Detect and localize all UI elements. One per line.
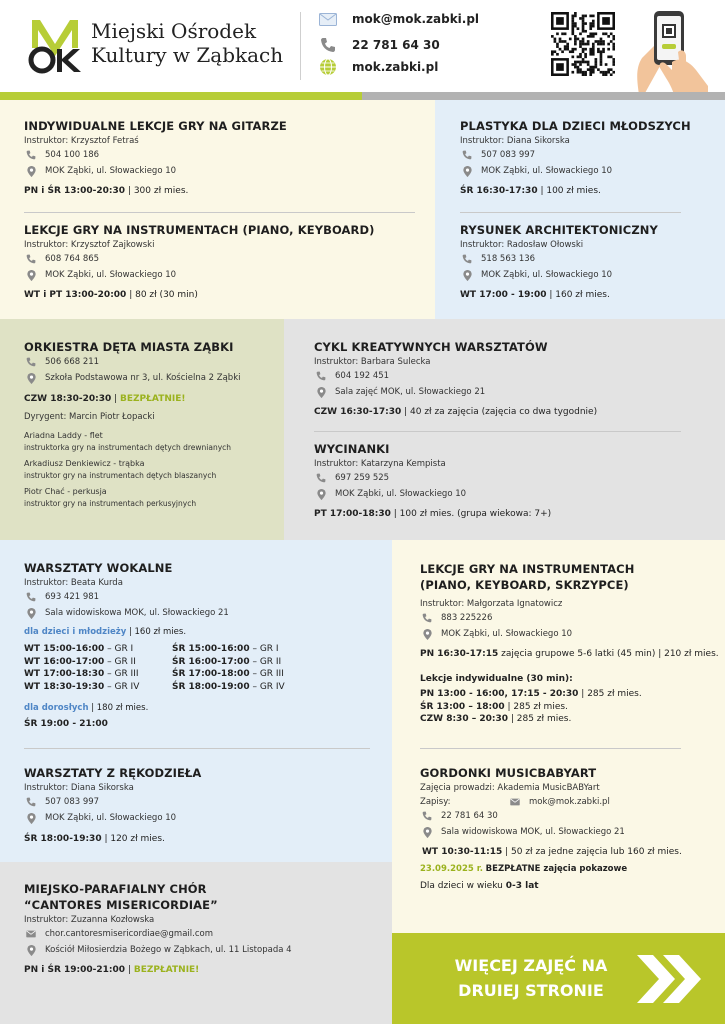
location-icon (26, 166, 36, 176)
instrumenty2-indiv-label (420, 674, 573, 684)
header-email-row[interactable] (318, 11, 479, 27)
plastyka-phone[interactable]: 507 083 997 (481, 150, 536, 160)
wokalne-slot: WT 17:00-18:30 – GR III (24, 669, 139, 679)
rysunek-place-row (462, 270, 612, 280)
cykl-days: CZW 16:30-17:30 (314, 407, 402, 417)
cykl-place-row (316, 387, 485, 397)
gordonki-age-value: 0-3 lat (505, 881, 539, 891)
wokalne-wt-list (24, 643, 139, 693)
phone-icon (462, 150, 472, 160)
gordonki-email-row[interactable] (510, 797, 610, 807)
wokalne-slot: WT 15:00-16:00 – GR I (24, 644, 134, 654)
instrumenty2-title-line1: LEKCJE GRY NA INSTRUMENTACH (420, 562, 635, 576)
rekodziela-phone[interactable]: 507 083 997 (45, 797, 100, 807)
orkiestra-member2-role: instruktor gry na instrumentach dętych blaszanych (24, 471, 217, 480)
gitara-place-row (26, 166, 176, 176)
location-icon (26, 813, 36, 823)
wycinanki-instructor: Instruktor: Katarzyna Kempista (314, 459, 446, 469)
phone-icon (422, 613, 432, 623)
instrumenty2-title (420, 561, 634, 593)
wycinanki-place: MOK Ząbki, ul. Słowackiego 10 (335, 489, 467, 499)
accent-stripe-green (0, 92, 362, 100)
location-icon (422, 827, 432, 837)
logo-text-line2: Kultury w Ząbkach (91, 43, 284, 67)
gordonki-phone[interactable]: 22 781 64 30 (441, 811, 498, 821)
orkiestra-conductor: Dyrygent: Marcin Piotr Łopacki (24, 412, 155, 422)
gordonki-place: Sala widowiskowa MOK, ul. Słowackiego 21 (441, 827, 625, 837)
chor-title-line1: MIEJSKO-PARAFIALNY CHÓR (24, 882, 207, 896)
gitara-price: | 300 zł mies. (127, 186, 189, 196)
plastyka-place: MOK Ząbki, ul. Słowackiego 10 (481, 166, 613, 176)
wokalne-title: WARSZTATY WOKALNE (24, 561, 173, 575)
piano-title: LEKCJE GRY NA INSTRUMENTACH (PIANO, KEYBOARD) (24, 223, 375, 237)
gitara-schedule (24, 186, 188, 196)
gitara-days: PN i ŚR 13:00-20:30 (24, 186, 126, 196)
location-icon (316, 489, 326, 499)
piano-phone-row[interactable] (26, 254, 99, 264)
instrumenty2-indiv-row: CZW 8:30 – 20:30 | 285 zł mies. (420, 714, 572, 724)
wycinanki-schedule (314, 509, 551, 519)
header-phone-row[interactable] (318, 37, 440, 53)
next-page-banner[interactable] (392, 933, 725, 1024)
header-divider (300, 12, 301, 80)
gitara-title: INDYWIDUALNE LEKCJE GRY NA GITARZE (24, 119, 287, 133)
orkiestra-member3-role: instruktor gry na instrumentach perkusyjnych (24, 499, 197, 508)
wycinanki-title: WYCINANKI (314, 442, 390, 456)
gordonki-price: | 50 zł za jedne zajęcia lub 160 zł mies. (505, 847, 682, 857)
orkiestra-member1-name: Ariadna Laddy - flet (24, 431, 103, 440)
wokalne-kids-price: | 160 zł mies. (128, 627, 187, 637)
phone-icon (316, 473, 326, 483)
gitara-place: MOK Ząbki, ul. Słowackiego 10 (45, 166, 177, 176)
location-icon (26, 373, 36, 383)
wokalne-slot: WT 16:00-17:00 – GR II (24, 656, 136, 667)
gordonki-demo-text: BEZPŁATNE zajęcia pokazowe (485, 864, 628, 874)
instrumenty2-group-schedule (420, 649, 719, 659)
gitara-phone[interactable]: 504 100 186 (45, 150, 100, 160)
divider (24, 212, 415, 213)
wycinanki-days: PT 17:00-18:30 (314, 509, 391, 519)
divider (24, 748, 370, 749)
chor-email-row[interactable] (26, 929, 213, 939)
plastyka-schedule (460, 186, 601, 196)
mail-icon (318, 11, 338, 27)
rysunek-schedule (460, 290, 610, 300)
wokalne-place: Sala widowiskowa MOK, ul. Słowackiego 21 (45, 608, 229, 618)
divider (420, 748, 681, 749)
location-icon (26, 608, 36, 618)
piano-place-row (26, 270, 176, 280)
location-icon (316, 387, 326, 397)
wokalne-sr-list (172, 643, 285, 693)
instrumenty2-phone-row[interactable] (422, 613, 492, 623)
rysunek-days: WT 17:00 - 19:00 (460, 290, 547, 300)
piano-place: MOK Ząbki, ul. Słowackiego 10 (45, 270, 177, 280)
hand-phone-illustration (620, 6, 710, 102)
rysunek-phone-row[interactable] (462, 254, 535, 264)
rekodziela-title: WARSZTATY Z RĘKODZIEŁA (24, 766, 202, 780)
wokalne-adult-label: dla dorosłych (24, 703, 89, 713)
plastyka-place-row (462, 166, 612, 176)
wokalne-slot: ŚR 17:00-18:00 – GR III (172, 669, 284, 679)
orkiestra-days: CZW 18:30-20:30 (24, 394, 112, 404)
cykl-schedule (314, 407, 597, 417)
chor-schedule: PN i ŚR 19:00-21:00 | BEZPŁATNIE! (24, 965, 200, 975)
orkiestra-title: ORKIESTRA DĘTA MIASTA ZĄBKI (24, 340, 234, 354)
cykl-place: Sala zajęć MOK, ul. Słowackiego 21 (335, 387, 486, 397)
rekodziela-price: | 120 zł mies. (104, 834, 165, 844)
orkiestra-place: Szkoła Podstawowa nr 3, ul. Kościelna 2 Ząbki (45, 373, 241, 383)
location-icon (462, 166, 472, 176)
wokalne-adult-schedule (24, 719, 108, 729)
piano-schedule (24, 290, 198, 300)
header (0, 0, 725, 92)
location-icon (26, 945, 36, 955)
instrumenty2-indiv-row: PN 13:00 - 16:00, 17:15 - 20:30 | 285 zł mies. (420, 689, 642, 699)
chor-place: Kościół Miłosierdzia Bożego w Ząbkach, ul. 11 Listopada 4 (45, 945, 292, 955)
cykl-price: | 40 zł za zajęcia (zajęcia co dwa tygodnie) (404, 407, 598, 417)
wokalne-slot: WT 18:30-19:30 – GR IV (24, 681, 140, 692)
plastyka-days: ŚR 16:30-17:30 (460, 186, 538, 196)
divider (314, 431, 681, 432)
orkiestra-schedule: CZW 18:30-20:30 | BEZPŁATNIE! (24, 394, 186, 404)
rekodziela-schedule (24, 834, 165, 844)
plastyka-price: | 100 zł mies. (540, 186, 601, 196)
next-page-line1: WIĘCEJ ZAJĘĆ NA (454, 956, 608, 975)
plastyka-phone-row[interactable] (462, 150, 535, 160)
rysunek-price: | 160 zł mies. (549, 290, 610, 300)
qr-code[interactable] (551, 12, 615, 76)
piano-phone[interactable]: 608 764 865 (45, 254, 100, 264)
logo-text (91, 19, 283, 67)
orkiestra-free-badge: BEZPŁATNIE! (120, 394, 186, 404)
next-page-line2: DRUIEJ STRONIE (458, 981, 604, 1000)
location-icon (26, 270, 36, 280)
phone-icon (26, 254, 36, 264)
plastyka-instructor: Instruktor: Diana Sikorska (460, 136, 570, 146)
gordonki-age (420, 881, 539, 891)
logo-text-line1: Miejski Ośrodek (91, 19, 257, 43)
wycinanki-phone[interactable]: 697 259 525 (335, 473, 390, 483)
chor-days: PN i ŚR 19:00-21:00 (24, 965, 126, 975)
phone-icon (26, 592, 36, 602)
gordonki-demo-date: 23.09.2025 r. (420, 864, 483, 874)
piano-price: | 80 zł (30 min) (129, 290, 198, 300)
gordonki-age-prefix: Dla dzieci w wieku (420, 881, 503, 891)
wokalne-slot: ŚR 15:00-16:00 – GR I (172, 644, 279, 654)
orkiestra-member1-role: instruktorka gry na instrumentach dętych drewnianych (24, 443, 232, 452)
wokalne-phone[interactable]: 693 421 981 (45, 592, 100, 602)
orkiestra-place-row (26, 373, 240, 383)
phone-icon (26, 357, 36, 367)
gordonki-demo (420, 864, 627, 874)
gordonki-signup: Zapisy: (420, 797, 451, 807)
rysunek-phone[interactable]: 518 563 136 (481, 254, 536, 264)
header-website[interactable]: mok.zabki.pl (352, 60, 439, 74)
instrumenty2-indiv-row: ŚR 13:00 – 18:00 | 285 zł mies. (420, 701, 568, 712)
wokalne-place-row (26, 608, 229, 618)
wokalne-slot: ŚR 16:00-17:00 – GR II (172, 656, 282, 667)
chor-instructor: Instruktor: Zuzanna Kozłowska (24, 915, 155, 925)
rekodziela-place: MOK Ząbki, ul. Słowackiego 10 (45, 813, 177, 823)
mail-icon (26, 929, 36, 939)
wokalne-kids-header (24, 627, 186, 637)
phone-icon (422, 811, 432, 821)
rekodziela-place-row (26, 813, 176, 823)
cykl-title: CYKL KREATYWNYCH WARSZTATÓW (314, 340, 548, 354)
wokalne-instructor: Instruktor: Beata Kurda (24, 578, 123, 588)
double-chevron-icon (635, 953, 705, 1005)
orkiestra-member2-name: Arkadiusz Denkiewicz - trąbka (24, 459, 145, 468)
rysunek-title: RYSUNEK ARCHITEKTONICZNY (460, 223, 658, 237)
wycinanki-place-row (316, 489, 466, 499)
gordonki-place-row (422, 827, 625, 837)
rekodziela-days: ŚR 18:00-19:30 (24, 834, 102, 844)
wokalne-phone-row[interactable] (26, 592, 99, 602)
wycinanki-phone-row[interactable] (316, 473, 389, 483)
wokalne-adult-header (24, 703, 148, 713)
cykl-instructor: Instruktor: Barbara Sulecka (314, 357, 431, 367)
chor-title-line2: “CANTORES MISERICORDIAE” (24, 898, 218, 912)
instrumenty2-group-desc: zajęcia grupowe 5-6 latki (45 min) | 210 zł mies. (501, 649, 719, 659)
instrumenty2-place-row (422, 629, 572, 639)
orkiestra-member3-name: Piotr Chać - perkusja (24, 487, 107, 496)
wokalne-slot: ŚR 18:00-19:00 – GR IV (172, 681, 285, 692)
header-phone[interactable]: 22 781 64 30 (352, 38, 440, 52)
plastyka-title: PLASTYKA DLA DZIECI MŁODSZYCH (460, 119, 691, 133)
chor-free-badge: BEZPŁATNIE! (133, 965, 200, 975)
instrumenty2-group-time: PN 16:30-17:15 (420, 649, 499, 659)
phone-icon (462, 254, 472, 264)
phone-icon (26, 150, 36, 160)
chor-place-row (26, 945, 292, 955)
piano-days: WT i PT 13:00-20:00 (24, 290, 127, 300)
instrumenty2-place: MOK Ząbki, ul. Słowackiego 10 (441, 629, 573, 639)
gordonki-phone-row[interactable] (422, 811, 498, 821)
wycinanki-price: | 100 zł mies. (grupa wiekowa: 7+) (393, 509, 552, 519)
accent-stripe-gray (362, 92, 725, 100)
phone-icon (316, 371, 326, 381)
gitara-phone-row[interactable] (26, 150, 99, 160)
gordonki-lead: Zajęcia prowadzi: Akademia MusicBABYart (420, 783, 600, 793)
rysunek-place: MOK Ząbki, ul. Słowackiego 10 (481, 270, 613, 280)
chor-title (24, 881, 218, 913)
gordonki-title: GORDONKI MUSICBABYART (420, 766, 597, 780)
location-icon (422, 629, 432, 639)
gordonki-schedule (422, 847, 682, 857)
orkiestra-phone-row[interactable] (26, 357, 99, 367)
cykl-phone[interactable]: 604 192 451 (335, 371, 390, 381)
gordonki-email[interactable]: mok@mok.zabki.pl (529, 797, 610, 807)
gordonki-days: WT 10:30-11:15 (422, 847, 503, 857)
instrumenty2-indiv-list (420, 688, 642, 726)
phone-icon (26, 797, 36, 807)
instrumenty2-title-line2: (PIANO, KEYBOARD, SKRZYPCE) (420, 578, 629, 592)
location-icon (462, 270, 472, 280)
rekodziela-phone-row[interactable] (26, 797, 99, 807)
orkiestra-phone[interactable]: 506 668 211 (45, 357, 100, 367)
cykl-phone-row[interactable] (316, 371, 389, 381)
header-email[interactable]: mok@mok.zabki.pl (352, 12, 480, 26)
divider (460, 212, 681, 213)
instrumenty2-indiv-label-text: Lekcje indywidualne (30 min): (420, 674, 573, 684)
header-website-row[interactable] (318, 59, 438, 75)
mail-icon (510, 797, 520, 807)
mok-logo (26, 16, 84, 74)
piano-instructor: Instruktor: Krzysztof Zajkowski (24, 240, 155, 250)
rekodziela-instructor: Instruktor: Diana Sikorska (24, 783, 134, 793)
wokalne-adult-time: ŚR 19:00 - 21:00 (24, 719, 108, 729)
instrumenty2-instructor: Instruktor: Małgorzata Ignatowicz (420, 599, 563, 609)
phone-icon (318, 37, 338, 53)
instrumenty2-phone[interactable]: 883 225226 (441, 613, 493, 623)
globe-icon (318, 59, 338, 75)
wokalne-adult-price: | 180 zł mies. (91, 703, 149, 713)
wokalne-kids-label: dla dzieci i młodzieży (24, 627, 127, 637)
next-page-text[interactable] (436, 953, 626, 1003)
gitara-instructor: Instruktor: Krzysztof Fetraś (24, 136, 139, 146)
chor-email[interactable]: chor.cantoresmisericordiae@gmail.com (45, 929, 213, 939)
rysunek-instructor: Instruktor: Radosław Ołowski (460, 240, 584, 250)
